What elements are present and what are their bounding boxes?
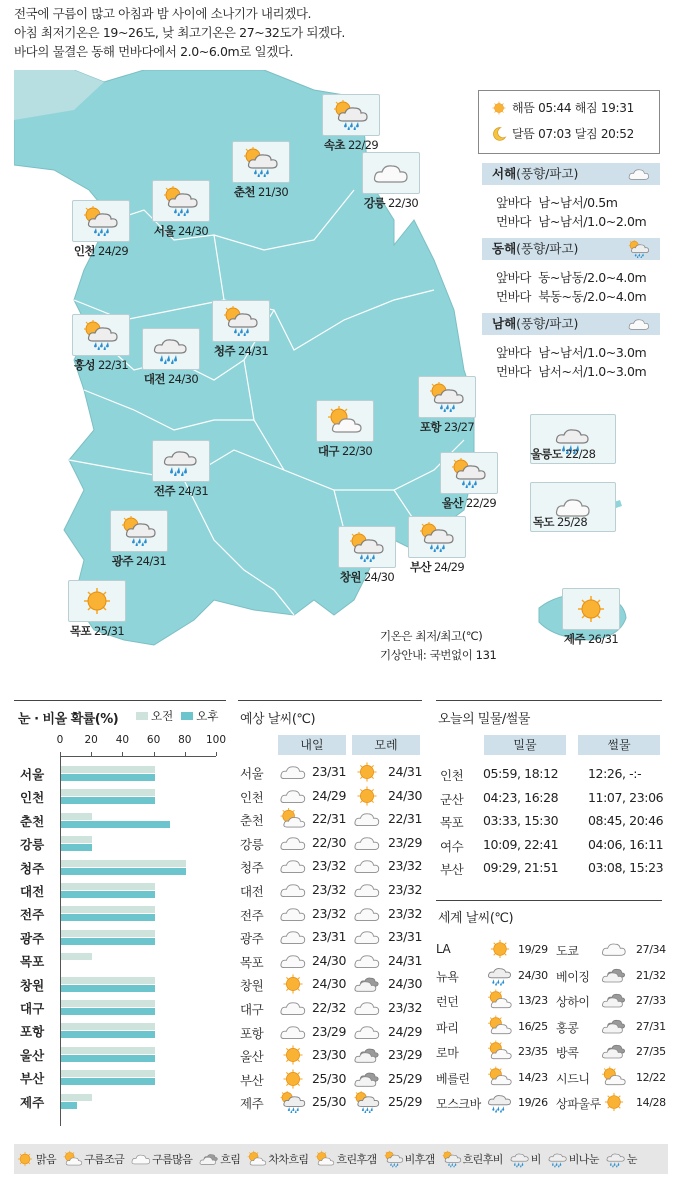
chart-bar-am [61,906,155,913]
chart-bar-am [61,860,186,867]
legend-label: 흐린후비 [462,1153,503,1166]
world-city: 홍콩 [556,1020,579,1035]
legend-label: 눈 [626,1153,637,1166]
tide-high: 09:29, 21:51 [483,860,559,875]
sea-south-header: 남해(풍향/파고) [482,313,660,335]
forecast-temp-tomorrow: 25/30 [312,1070,347,1086]
chart-bar-pm [61,938,155,945]
headline-line: 전국에 구름이 많고 아침과 밤 사이에 소나기가 내리겠다. [14,6,312,21]
cloud-rain-icon [547,1150,569,1168]
cloud-icon [278,879,308,901]
map-city-changwon: 창원 24/30 [338,526,396,585]
world-temp: 14/23 [518,1070,548,1084]
legend-label: 차차흐림 [268,1153,309,1166]
tide-high: 04:23, 16:28 [483,789,559,805]
chart-bar-am [61,930,155,937]
world-temp: 24/30 [518,968,548,982]
chart-bar-am [61,977,155,984]
chart-tick-label: 20 [84,734,98,746]
legend-label: 흐린후갬 [336,1153,377,1166]
forecast-city: 포항 [240,1025,264,1041]
forecast-temp-tomorrow: 24/29 [312,787,347,803]
forecast-temp-dayafter: 23/32 [388,905,423,921]
chart-category-label: 대전 [20,884,45,899]
forecast-temp-tomorrow: 23/31 [312,929,347,945]
tide-high: 05:59, 18:12 [483,766,559,781]
cloud-rain-sun-icon [110,510,168,552]
forecast-temp-dayafter: 24/31 [388,764,423,779]
chart-tick-label: 100 [206,734,227,746]
map-city-daejeon: 대전 24/30 [142,328,200,387]
world-temp: 27/33 [636,994,666,1007]
forecast-temp-tomorrow: 23/30 [312,1047,347,1063]
cloud-rain-icon [605,1150,627,1168]
map-city-hongseong: 홍성 22/31 [72,314,130,373]
chart-tick [216,752,217,756]
forecast-temp-tomorrow: 22/32 [312,1000,347,1015]
divider [14,700,226,701]
dark-cloud-icon [600,989,628,1011]
legend-item [547,1150,602,1168]
sun-icon [600,1091,628,1113]
chart-category-label: 청주 [20,860,45,876]
forecast-temp-dayafter: 23/31 [388,929,423,945]
world-city: 상파울루 [556,1097,601,1111]
tide-low: 12:26, -:- [588,766,642,781]
sea-east-far: 먼바다 북동~동/2.0~4.0m [496,289,647,304]
sea-west-far: 먼바다 남~남서/1.0~2.0m [496,214,647,229]
cloud-rain-icon [486,964,514,986]
cloud-icon [278,997,308,1019]
forecast-temp-dayafter: 23/32 [388,882,423,897]
world-city: 뉴욕 [436,969,459,984]
tide-col-high: 밀물 [484,735,566,755]
sea-east-near: 앞바다 동~남동/2.0~4.0m [496,270,647,285]
forecast-city: 울산 [240,1049,264,1065]
sea-south-far: 먼바다 남서~서/1.0~3.0m [496,364,647,379]
cloud-icon [278,1021,308,1043]
legend-item [383,1150,438,1168]
tide-high: 03:33, 15:30 [483,813,559,828]
sun-cloud-icon [246,1150,268,1168]
map-city-seoul: 서울 24/30 [152,180,210,239]
cloud-rain-sun-icon [352,1091,382,1113]
cloud-icon [352,832,382,854]
forecast-temp-dayafter: 23/29 [388,834,423,850]
forecast-col-tomorrow: 내일 [278,735,346,755]
world-city: 베를린 [436,1071,470,1086]
chart-bar-pm [61,1055,155,1062]
chart-bar-pm [61,844,92,851]
forecast-temp-tomorrow: 23/32 [312,882,347,897]
dark-cloud-icon [600,1015,628,1037]
chart-category-label: 강릉 [20,837,45,853]
cloud-rain-sun-icon [626,240,652,258]
dark-cloud-icon [198,1150,220,1168]
unit-note: 기온은 최저/최고(℃) [380,629,483,643]
cloud-icon [362,152,420,194]
map-city-jeonju: 전주 24/31 [152,440,210,499]
chart-category-label: 서울 [20,767,45,782]
sun-icon [486,938,514,960]
forecast-city: 대전 [240,884,264,899]
cloud-rain-sun-icon [408,516,466,558]
world-temp: 23/35 [518,1045,548,1058]
chart-bar-am [61,836,92,843]
sea-west-near: 앞바다 남~남서/0.5m [496,195,618,210]
map-city-ulleungdo: 울릉도 22/28 [530,414,616,462]
cloud-icon [352,903,382,925]
map-city-gwangju: 광주 24/31 [110,510,168,569]
legend-item [605,1150,640,1168]
cloud-rain-sun-icon [72,314,130,356]
chart-bar-pm [61,985,155,992]
legend-item [441,1150,506,1168]
chart-bar-am [61,1000,155,1007]
chart-bar-pm [61,774,155,781]
world-temp: 19/26 [518,1096,548,1109]
cloud-icon [278,832,308,854]
forecast-temp-dayafter: 22/31 [388,811,423,827]
cloud-icon [352,879,382,901]
dark-cloud-icon [352,973,382,995]
tide-low: 08:45, 20:46 [588,813,664,828]
chart-category-label: 부산 [20,1071,45,1087]
chart-legend [136,708,218,724]
tide-city: 군산 [440,791,464,807]
chart-category-label: 광주 [20,930,45,946]
tide-title: 오늘의 밀물/썰물 [438,712,530,727]
sun-icon [352,761,382,783]
legend-label: 구름많음 [152,1153,193,1166]
chart-tick-label: 60 [146,734,161,746]
world-city: 모스크바 [436,1097,481,1111]
legend-item [509,1150,544,1168]
sun-cloud-icon [314,1150,336,1168]
world-city: 파리 [436,1020,459,1035]
divider [436,700,662,701]
world-city: 베이징 [556,969,590,984]
legend-item [246,1150,311,1168]
chart-category-label: 제주 [20,1094,45,1110]
legend-label: 비후갬 [404,1153,435,1166]
legend-pm-label: 오후 [196,709,219,723]
forecast-temp-dayafter: 25/29 [388,1094,423,1110]
chart-title: 눈 · 비올 확률(%) [18,712,119,727]
weather-legend [14,1144,668,1174]
precip-chart [14,730,226,1130]
cloud-rain-sun-icon [232,141,290,183]
map-city-incheon: 인천 24/29 [72,200,130,259]
tide-col-low: 썰물 [578,735,660,755]
dark-cloud-icon [352,1044,382,1066]
map-city-pohang: 포항 23/27 [418,376,476,435]
cloud-icon [626,315,652,333]
forecast-city: 대구 [240,1002,264,1017]
legend-label: 비 [530,1153,541,1166]
legend-label: 흐림 [220,1153,241,1166]
forecast-temp-tomorrow: 23/32 [312,858,347,874]
world-city: LA [436,942,451,956]
world-city: 로마 [436,1046,459,1060]
chart-bar-pm [61,1031,155,1038]
world-temp: 27/34 [636,943,666,956]
world-temp: 14/28 [636,1096,666,1109]
source-note: 기상안내: 국번없이 131 [380,648,497,662]
world-temp: 12/22 [636,1070,666,1084]
cloud-icon [352,950,382,972]
forecast-temp-tomorrow: 24/30 [312,952,347,968]
legend-item [62,1150,127,1168]
world-temp: 21/32 [636,968,666,982]
chart-tick-label: 40 [115,734,130,746]
chart-category-label: 목포 [20,954,45,970]
map-city-busan: 부산 24/29 [408,516,466,575]
world-city: 상하이 [556,995,590,1009]
sun-moon-panel: 해뜸 05:44 해짐 19:31 달뜸 07:03 달짐 20:52 [478,90,660,154]
cloud-rain-sun-icon [383,1150,405,1168]
sea-south-near: 앞바다 남~남서/1.0~3.0m [496,345,647,360]
sun-icon [278,973,308,995]
chart-axis [60,756,216,757]
sun-cloud-icon [486,1015,514,1037]
cloud-icon [600,938,628,960]
forecast-city: 춘천 [240,813,264,829]
sun-cloud-icon [62,1150,84,1168]
legend-pm-swatch [181,712,193,720]
headline-line: 바다의 물결은 동해 먼바다에서 2.0~6.0m로 일겠다. [14,44,294,59]
sea-west-header: 서해(풍향/파고) [482,163,660,185]
chart-bar-am [61,813,92,820]
sun-icon [278,1068,308,1090]
tide-city: 목포 [440,815,464,830]
cloud-icon [352,997,382,1019]
chart-bar-pm [61,868,186,875]
world-city: 시드니 [556,1071,590,1086]
chart-bar-pm [61,1102,77,1109]
forecast-temp-dayafter: 24/31 [388,952,423,968]
forecast-city: 전주 [240,907,264,923]
forecast-temp-dayafter: 23/32 [388,858,423,874]
world-city: 도쿄 [556,944,579,958]
cloud-icon [278,855,308,877]
cloud-icon [130,1150,152,1168]
world-temp: 19/29 [518,943,548,956]
cloud-icon [278,785,308,807]
sun-cloud-icon [486,1066,514,1088]
chart-category-label: 대구 [20,1001,45,1016]
sun-icon [14,1150,36,1168]
chart-category-label: 포항 [20,1024,45,1040]
cloud-icon [278,950,308,972]
cloud-icon [278,903,308,925]
sea-east-header: 동해(풍향/파고) [482,238,660,260]
world-title: 세계 날씨(℃) [438,911,514,926]
world-temp: 27/35 [636,1045,666,1058]
moon-icon [489,126,509,142]
world-city: 방콕 [556,1046,579,1060]
forecast-temp-dayafter: 24/30 [388,787,423,803]
chart-bar-pm [61,1008,155,1015]
chart-bar-pm [61,821,170,828]
tide-low: 03:08, 15:23 [588,860,664,875]
cloud-rain-sun-icon [418,376,476,418]
chart-category-label: 울산 [20,1047,45,1063]
forecast-city: 인천 [240,789,264,805]
cloud-rain-icon [486,1091,514,1113]
sun-icon [278,1044,308,1066]
sun-cloud-icon [486,1040,514,1062]
forecast-temp-tomorrow: 22/31 [312,811,347,827]
forecast-city: 부산 [240,1072,264,1088]
map-city-daegu: 대구 22/30 [316,400,374,459]
cloud-icon [352,808,382,830]
cloud-rain-sun-icon [212,300,270,342]
cloud-icon [278,926,308,948]
forecast-temp-dayafter: 23/29 [388,1047,423,1063]
cloud-rain-sun-icon [152,180,210,222]
sun-icon [489,100,509,116]
map-city-cheongju: 청주 24/31 [212,300,270,359]
forecast-title: 예상 날씨(℃) [240,712,316,727]
legend-item [14,1150,59,1168]
legend-am-label: 오전 [151,709,174,723]
dark-cloud-icon [600,964,628,986]
world-temp: 16/25 [518,1019,548,1033]
forecast-city: 제주 [240,1096,264,1112]
chart-bar-am [61,1070,155,1077]
chart-bar-am [61,1047,155,1054]
forecast-city: 청주 [240,860,264,876]
chart-category-label: 창원 [20,977,45,993]
headline-line: 아침 최저기온은 19~26도, 낮 최고기온은 27~32도가 되겠다. [14,25,345,40]
chart-category-label: 춘천 [20,813,45,829]
forecast-temp-dayafter: 24/29 [388,1023,423,1039]
cloud-icon [626,165,652,183]
sun-icon [68,580,126,622]
forecast-temp-dayafter: 25/29 [388,1070,423,1086]
tide-low: 04:06, 16:11 [588,836,664,852]
map-city-mokpo: 목포 25/31 [68,580,126,639]
world-city: 런던 [436,995,459,1009]
chart-bar-am [61,1023,155,1030]
chart-bar-am [61,766,155,773]
map-city-chuncheon: 춘천 21/30 [232,141,290,200]
forecast-temp-dayafter: 23/32 [388,1000,423,1015]
cloud-icon [278,761,308,783]
chart-bar-pm [61,1078,155,1085]
chart-tick-label: 80 [178,734,192,746]
forecast-temp-tomorrow: 23/31 [312,764,347,779]
cloud-rain-icon [509,1150,531,1168]
legend-label: 구름조금 [84,1153,125,1166]
divider [238,700,422,701]
chart-bar-am [61,789,155,796]
cloud-icon [352,855,382,877]
forecast-city: 서울 [240,766,264,781]
forecast-col-dayafter: 모레 [352,735,420,755]
cloud-rain-sun-icon [440,452,498,494]
forecast-city: 창원 [240,978,264,994]
world-temp: 27/31 [636,1019,666,1033]
map-city-gangneung: 강릉 22/30 [362,152,420,211]
cloud-rain-sun-icon [322,94,380,136]
tide-high: 10:09, 22:41 [483,836,559,852]
sun-icon [352,785,382,807]
sun-cloud-icon [600,1066,628,1088]
chart-bar-am [61,1094,92,1101]
map-city-jeju: 제주 26/31 [562,588,620,647]
legend-item [130,1150,195,1168]
forecast-temp-tomorrow: 23/32 [312,905,347,921]
forecast-temp-tomorrow: 25/30 [312,1094,347,1110]
cloud-rain-sun-icon [338,526,396,568]
cloud-rain-icon [142,328,200,370]
forecast-city: 강릉 [240,836,264,852]
cloud-icon [352,1021,382,1043]
tide-city: 인천 [440,768,464,783]
chart-category-label: 인천 [20,790,45,806]
chart-bar-pm [61,914,155,921]
chart-bar-am [61,883,155,890]
sun-cloud-icon [486,989,514,1011]
headline [14,4,345,61]
forecast-temp-tomorrow: 22/30 [312,834,347,850]
legend-label: 비나눈 [568,1153,599,1166]
cloud-rain-sun-icon [278,1091,308,1113]
sun-cloud-icon [316,400,374,442]
forecast-temp-tomorrow: 24/30 [312,976,347,992]
cloud-rain-sun-icon [441,1150,463,1168]
legend-label: 맑음 [36,1153,57,1166]
chart-bar-pm [61,797,155,804]
legend-item [314,1150,379,1168]
sun-cloud-icon [278,808,308,830]
forecast-city: 광주 [240,931,264,947]
chart-bar-am [61,953,92,960]
cloud-rain-sun-icon [72,200,130,242]
map-city-ulsan: 울산 22/29 [440,452,498,511]
forecast-city: 목포 [240,954,264,970]
chart-category-label: 전주 [20,907,45,923]
forecast-temp-tomorrow: 23/29 [312,1023,347,1039]
tide-city: 부산 [440,862,464,877]
world-temp: 13/23 [518,994,548,1007]
chart-tick-label: 0 [56,734,64,746]
map-city-sokcho: 속초 22/29 [322,94,380,153]
divider [436,900,662,901]
legend-item [198,1150,243,1168]
sun-icon [562,588,620,630]
cloud-icon [352,926,382,948]
legend-am-swatch [136,712,148,720]
map-city-dokdo: 독도 25/28 [530,482,616,530]
tide-low: 11:07, 23:06 [588,789,664,805]
dark-cloud-icon [352,1068,382,1090]
tide-city: 여수 [440,838,464,854]
dark-cloud-icon [600,1040,628,1062]
forecast-temp-dayafter: 24/30 [388,976,423,992]
chart-bar-pm [61,891,155,898]
cloud-rain-icon [152,440,210,482]
